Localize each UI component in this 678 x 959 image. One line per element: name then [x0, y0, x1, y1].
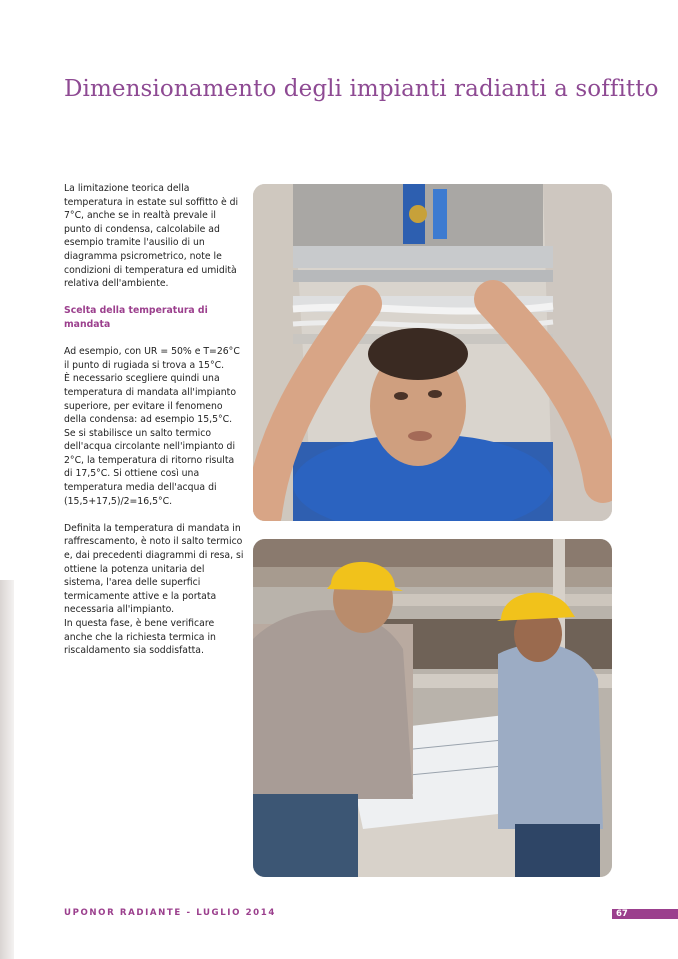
photo-ceiling-installer — [253, 184, 612, 521]
footer-publication: UPONOR RADIANTE - LUGLIO 2014 — [64, 908, 276, 918]
section-paragraph-line: Se si stabilisce un salto termico dell'acqua circolante nell'impianto di 2°C, la temperatura di ritorno risulta di 17,5°C. Si ottiene così una temperatura media dell'acqua di (15,5+17,5)/2=16,5°C. — [64, 427, 236, 507]
section-subheading: Scelta della temperatura di mandata — [64, 305, 208, 330]
section-paragraph-line: Ad esempio, con UR = 50% e T=26°C il punto di rugiada si trova a 15°C. — [64, 346, 240, 371]
section-paragraph-line: È necessario scegliere quindi una temperatura di mandata all'impianto superiore, per evitare il fenomeno della condensa: ad esempio 15,5°C. — [64, 373, 237, 426]
final-paragraph-line: In questa fase, è bene verificare anche che la richiesta termica in riscaldamento sia soddisfatta. — [64, 618, 216, 657]
page-edge-decoration — [0, 580, 14, 959]
intro-paragraph: La limitazione teorica della temperatura in estate sul soffitto è di 7°C, anche se in realtà prevale il punto di condensa, calcolabile ad esempio tramite l'ausilio di un diagramma psicrometrico, note le condizioni di temperatura ed umidità relativa dell'ambiente. — [64, 183, 239, 290]
final-paragraph-line: Definita la temperatura di mandata in raffrescamento, è noto il salto termico e, dai precedenti diagrammi di resa, si ottiene la potenza unitaria del sistema, l'area delle superfici termicamente attive e la portata necessaria all'impianto. — [64, 522, 244, 616]
page-number: 67 — [612, 909, 678, 919]
photo-workers-with-plans — [253, 539, 612, 877]
page-title: Dimensionamento degli impianti radianti a soffitto — [64, 76, 659, 102]
body-text-column — [64, 182, 244, 658]
